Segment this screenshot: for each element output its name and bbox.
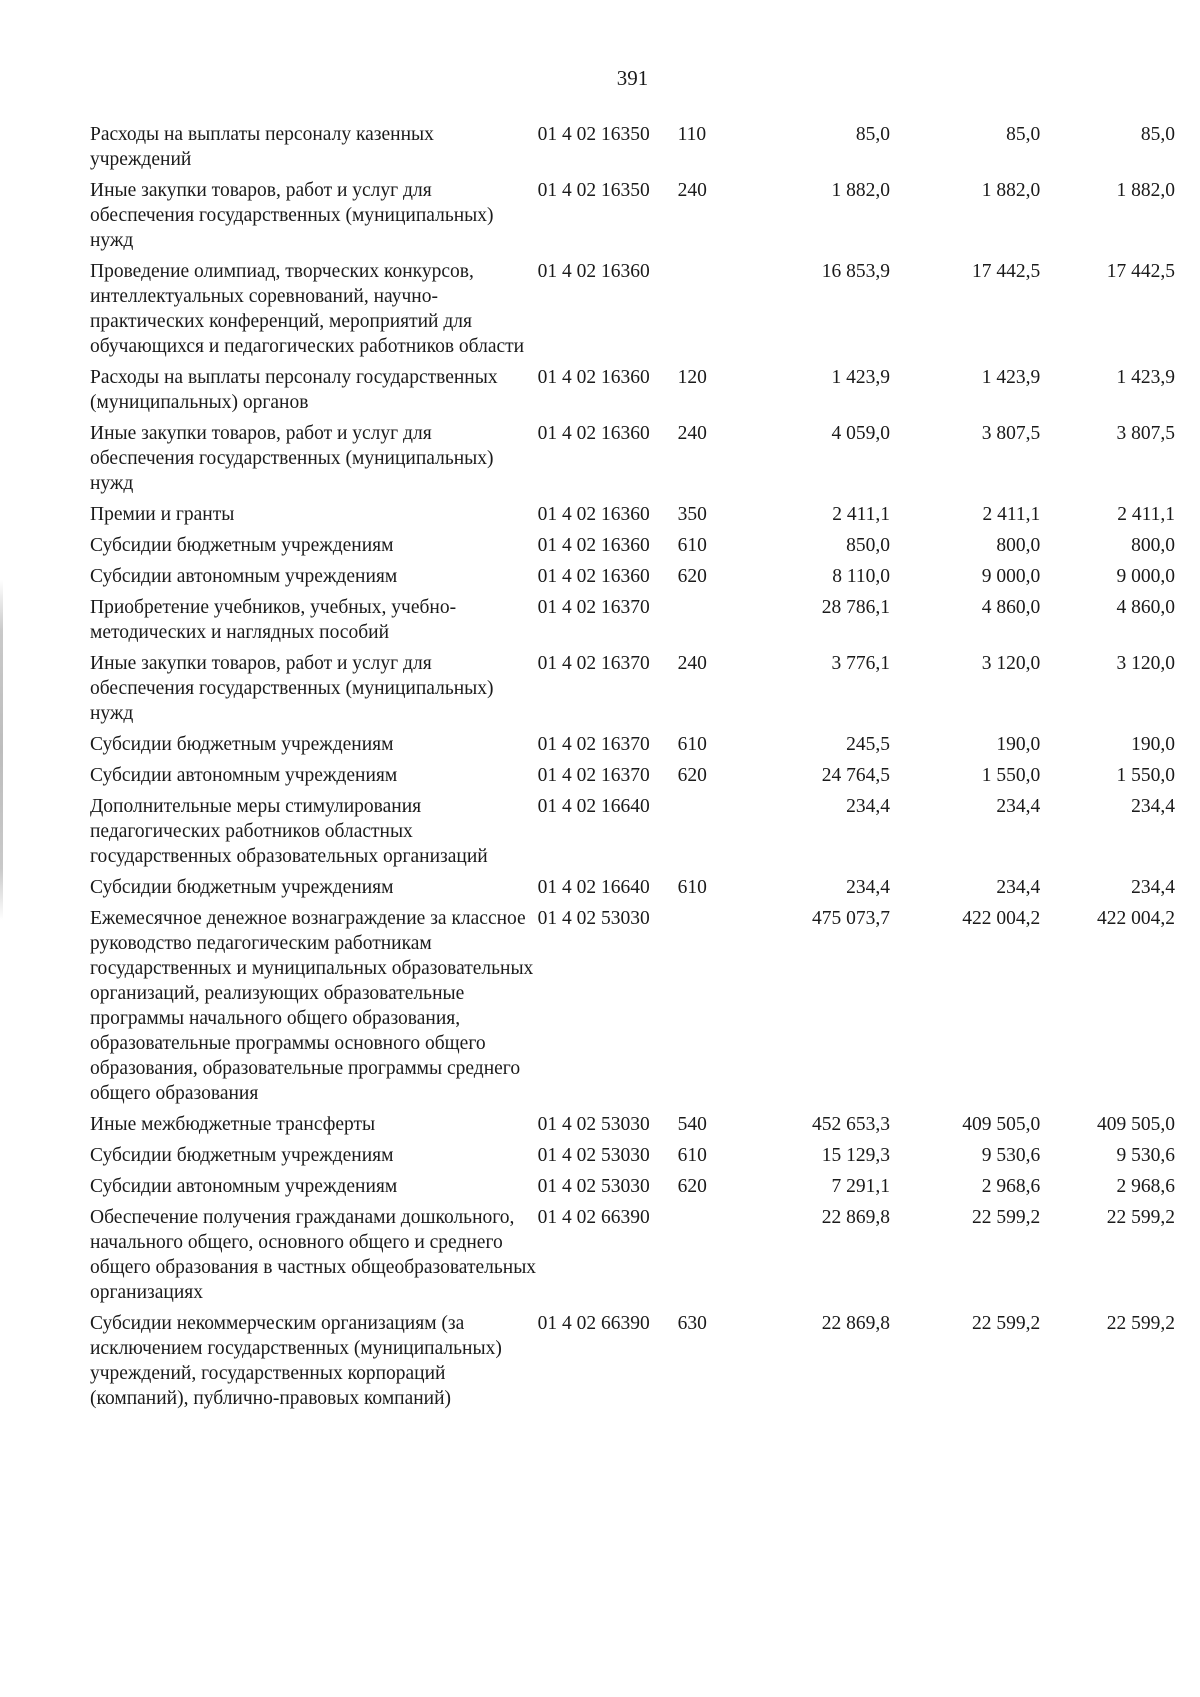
row-value-1: 234,4 <box>846 877 890 898</box>
row-name: Премии и гранты <box>90 504 235 525</box>
table-row <box>90 871 1175 902</box>
row-name: Субсидии некоммерческим организациям (за исключением государственных (муниципальных) учреждений, государственных корпораций (компаний), публично-правовых компаний) <box>90 1313 502 1409</box>
row-name: Ежемесячное денежное вознаграждение за классное руководство педагогическим работникам государственных и муниципальных образовательных организаций, реализующих образовательные программы начального общего образования, образовательные программы основного общего образования, образовательные программы среднего общего образования <box>90 908 534 1104</box>
row-value-2: 234,4 <box>996 877 1041 898</box>
row-value-3: 3 807,5 <box>1116 423 1175 444</box>
row-code: 01 4 02 16360 <box>537 566 650 587</box>
row-value-1: 7 291,1 <box>831 1176 890 1197</box>
row-name: Субсидии автономным учреждениям <box>90 1176 398 1197</box>
table-row <box>90 529 1175 560</box>
row-value-3: 4 860,0 <box>1116 597 1175 618</box>
row-name: Иные закупки товаров, работ и услуг для обеспечения государственных (муниципальных) нужд <box>90 423 494 494</box>
row-expense-type: 120 <box>677 367 707 388</box>
row-value-1: 475 073,7 <box>812 908 890 929</box>
row-code: 01 4 02 53030 <box>537 1114 650 1135</box>
row-value-2: 9 530,6 <box>981 1145 1041 1166</box>
row-value-2: 2 411,1 <box>982 504 1041 525</box>
row-value-1: 2 411,1 <box>832 504 890 525</box>
row-expense-type: 610 <box>677 535 707 556</box>
row-value-1: 3 776,1 <box>831 653 890 674</box>
row-code: 01 4 02 16370 <box>537 597 650 618</box>
budget-table <box>90 118 1175 1413</box>
table-row <box>90 1307 1175 1413</box>
row-value-1: 452 653,3 <box>812 1114 890 1135</box>
row-expense-type: 610 <box>677 1145 707 1166</box>
table-row <box>90 498 1175 529</box>
row-code: 01 4 02 16370 <box>537 734 650 755</box>
row-value-1: 28 786,1 <box>821 597 890 618</box>
row-value-1: 85,0 <box>855 124 890 145</box>
row-expense-type: 620 <box>677 1176 707 1197</box>
row-expense-type <box>678 255 730 361</box>
table-row <box>90 417 1175 498</box>
row-value-1: 1 423,9 <box>831 367 890 388</box>
row-code: 01 4 02 16360 <box>537 423 650 444</box>
row-value-2: 22 599,2 <box>972 1313 1041 1334</box>
row-code: 01 4 02 16370 <box>537 653 650 674</box>
row-name: Иные межбюджетные трансферты <box>90 1114 376 1135</box>
row-value-3: 800,0 <box>1131 535 1175 556</box>
row-value-2: 190,0 <box>996 734 1041 755</box>
budget-table-body <box>90 118 1175 1413</box>
row-value-1: 15 129,3 <box>821 1145 890 1166</box>
row-value-3: 9 530,6 <box>1116 1145 1175 1166</box>
row-value-3: 2 411,1 <box>1117 504 1175 525</box>
row-name: Иные закупки товаров, работ и услуг для обеспечения государственных (муниципальных) нужд <box>90 180 494 251</box>
row-code: 01 4 02 53030 <box>537 1145 650 1166</box>
row-value-3: 85,0 <box>1140 124 1175 145</box>
row-value-3: 3 120,0 <box>1116 653 1175 674</box>
row-code: 01 4 02 16640 <box>537 877 650 898</box>
table-row <box>90 118 1175 174</box>
row-name: Дополнительные меры стимулирования педагогических работников областных государственных образовательных организаций <box>90 796 488 867</box>
row-value-2: 1 882,0 <box>981 180 1041 201</box>
row-name: Субсидии автономным учреждениям <box>90 765 398 786</box>
table-row <box>90 361 1175 417</box>
row-code: 01 4 02 16640 <box>537 796 650 817</box>
row-value-2: 9 000,0 <box>981 566 1041 587</box>
row-code: 01 4 02 53030 <box>537 908 650 929</box>
table-row <box>90 790 1175 871</box>
row-value-2: 85,0 <box>1006 124 1041 145</box>
row-value-2: 17 442,5 <box>972 261 1041 282</box>
row-name: Иные закупки товаров, работ и услуг для обеспечения государственных (муниципальных) нужд <box>90 653 494 724</box>
row-code: 01 4 02 16350 <box>537 180 650 201</box>
row-value-2: 234,4 <box>996 796 1041 817</box>
row-expense-type: 240 <box>677 423 707 444</box>
row-value-3: 422 004,2 <box>1097 908 1175 929</box>
row-expense-type: 110 <box>677 124 707 145</box>
row-value-1: 850,0 <box>846 535 890 556</box>
row-code: 01 4 02 16360 <box>537 367 650 388</box>
row-expense-type: 610 <box>677 877 707 898</box>
row-value-3: 22 599,2 <box>1106 1207 1175 1228</box>
row-value-3: 17 442,5 <box>1106 261 1175 282</box>
row-code: 01 4 02 16350 <box>537 124 650 145</box>
row-name: Субсидии бюджетным учреждениям <box>90 535 394 556</box>
table-row <box>90 728 1175 759</box>
table-row <box>90 1139 1175 1170</box>
row-value-3: 9 000,0 <box>1116 566 1175 587</box>
row-expense-type: 540 <box>677 1114 707 1135</box>
table-row <box>90 1108 1175 1139</box>
row-value-2: 2 968,6 <box>981 1176 1041 1197</box>
row-name: Субсидии бюджетным учреждениям <box>90 1145 394 1166</box>
row-code: 01 4 02 53030 <box>537 1176 650 1197</box>
row-value-2: 1 550,0 <box>981 765 1041 786</box>
row-expense-type: 240 <box>677 653 707 674</box>
row-expense-type: 240 <box>677 180 707 201</box>
table-row <box>90 560 1175 591</box>
row-code: 01 4 02 16360 <box>537 261 650 282</box>
row-value-3: 190,0 <box>1131 734 1175 755</box>
row-value-2: 3 120,0 <box>981 653 1041 674</box>
row-value-3: 1 882,0 <box>1116 180 1175 201</box>
row-value-1: 8 110,0 <box>832 566 890 587</box>
table-row <box>90 174 1175 255</box>
row-name: Проведение олимпиад, творческих конкурсов, интеллектуальных соревнований, научно-практических конференций, мероприятий для обучающихся и педагогических работников области <box>90 261 525 357</box>
row-code: 01 4 02 16360 <box>537 535 650 556</box>
row-expense-type: 620 <box>677 765 707 786</box>
row-value-1: 16 853,9 <box>821 261 890 282</box>
row-value-1: 4 059,0 <box>831 423 890 444</box>
row-expense-type <box>678 790 730 871</box>
row-value-3: 1 550,0 <box>1116 765 1175 786</box>
table-row <box>90 591 1175 647</box>
table-row <box>90 1201 1175 1307</box>
row-code: 01 4 02 16360 <box>537 504 650 525</box>
row-name: Расходы на выплаты персоналу государственных (муниципальных) органов <box>90 367 498 413</box>
row-value-2: 1 423,9 <box>981 367 1041 388</box>
row-name: Субсидии автономным учреждениям <box>90 566 398 587</box>
row-value-3: 409 505,0 <box>1097 1114 1175 1135</box>
row-expense-type <box>678 1201 730 1307</box>
row-value-2: 800,0 <box>996 535 1041 556</box>
row-value-2: 422 004,2 <box>962 908 1041 929</box>
row-code: 01 4 02 66390 <box>537 1313 650 1334</box>
row-expense-type: 350 <box>677 504 707 525</box>
row-expense-type <box>678 902 730 1108</box>
row-name: Расходы на выплаты персоналу казенных учреждений <box>90 124 434 170</box>
row-name: Обеспечение получения гражданами дошкольного, начального общего, основного общего и среднего общего образования в частных общеобразовательных организациях <box>90 1207 537 1303</box>
scan-edge-shadow <box>0 580 3 920</box>
table-row <box>90 902 1175 1108</box>
row-value-1: 245,5 <box>846 734 890 755</box>
row-value-3: 22 599,2 <box>1106 1313 1175 1334</box>
row-name: Субсидии бюджетным учреждениям <box>90 734 394 755</box>
row-value-3: 1 423,9 <box>1116 367 1175 388</box>
table-row <box>90 647 1175 728</box>
row-value-3: 2 968,6 <box>1116 1176 1175 1197</box>
row-name: Приобретение учебников, учебных, учебно-методических и наглядных пособий <box>90 597 457 643</box>
row-expense-type: 620 <box>677 566 707 587</box>
row-value-2: 409 505,0 <box>962 1114 1041 1135</box>
row-value-1: 22 869,8 <box>821 1207 890 1228</box>
row-code: 01 4 02 66390 <box>537 1207 650 1228</box>
row-value-1: 234,4 <box>846 796 890 817</box>
page-number: 391 <box>616 66 649 90</box>
table-row <box>90 255 1175 361</box>
row-name: Субсидии бюджетным учреждениям <box>90 877 394 898</box>
row-value-1: 1 882,0 <box>831 180 890 201</box>
row-value-3: 234,4 <box>1131 877 1175 898</box>
row-value-2: 3 807,5 <box>981 423 1041 444</box>
table-row <box>90 759 1175 790</box>
row-code: 01 4 02 16370 <box>537 765 650 786</box>
row-value-3: 234,4 <box>1131 796 1175 817</box>
row-expense-type <box>678 591 730 647</box>
row-expense-type: 630 <box>677 1313 707 1334</box>
row-expense-type: 610 <box>677 734 707 755</box>
row-value-2: 22 599,2 <box>972 1207 1041 1228</box>
row-value-2: 4 860,0 <box>981 597 1041 618</box>
table-row <box>90 1170 1175 1201</box>
row-value-1: 22 869,8 <box>821 1313 890 1334</box>
row-value-1: 24 764,5 <box>821 765 890 786</box>
